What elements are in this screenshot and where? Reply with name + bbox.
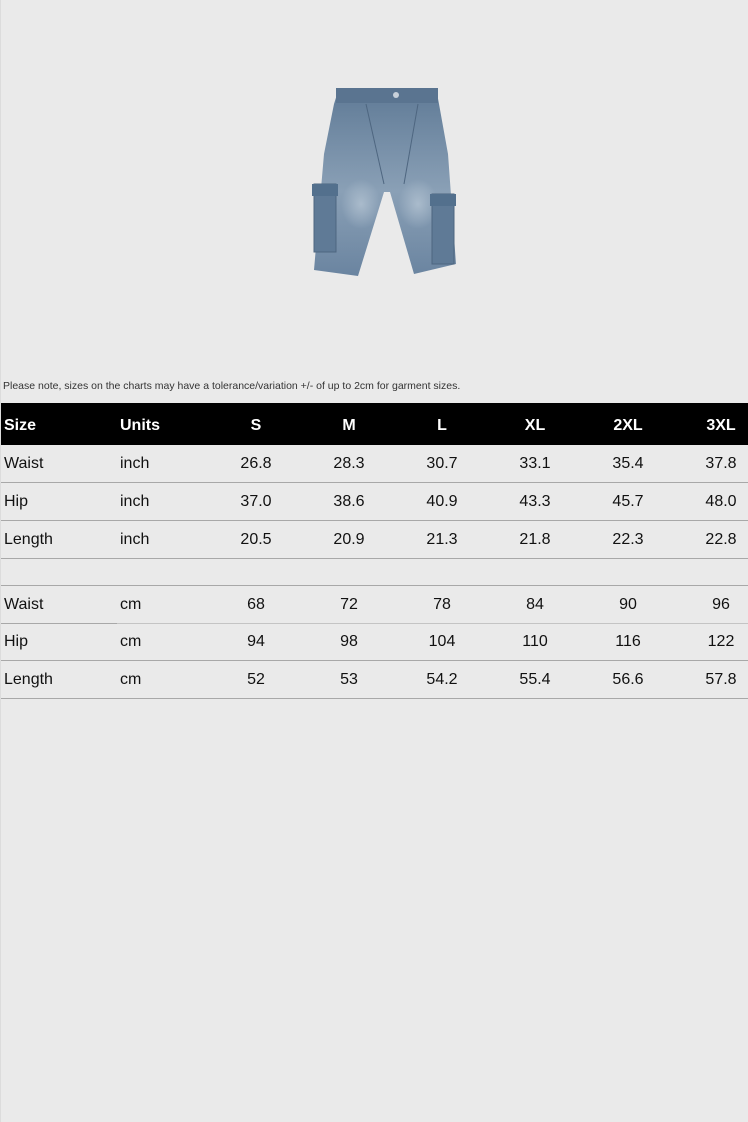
value-s: 52: [247, 670, 265, 688]
table-header-row: [1, 403, 748, 445]
value-m: 38.6: [333, 492, 365, 510]
value-3xl: 22.8: [705, 530, 737, 548]
product-image-denim-shorts: [306, 84, 464, 280]
header-xl: XL: [524, 417, 546, 434]
value-l: 54.2: [426, 670, 458, 688]
table-row-length-cm: [1, 661, 748, 699]
row-label: Hip: [4, 632, 29, 650]
value-xl: 43.3: [519, 492, 551, 510]
value-2xl: 116: [615, 632, 641, 650]
value-m: 53: [340, 670, 358, 688]
value-l: 78: [433, 595, 451, 613]
table-row-waist-inch: [1, 445, 748, 483]
size-chart-table: [1, 403, 748, 699]
value-xl: 84: [526, 595, 544, 613]
value-s: 94: [247, 632, 265, 650]
row-label: Waist: [4, 454, 44, 472]
table-row-hip-cm: [1, 623, 748, 661]
value-3xl: 48.0: [705, 492, 737, 510]
value-s: 20.5: [240, 530, 272, 548]
value-3xl: 96: [712, 595, 730, 613]
value-m: 20.9: [333, 530, 365, 548]
value-l: 30.7: [426, 454, 458, 472]
row-label: Hip: [4, 492, 29, 510]
header-2xl: 2XL: [613, 417, 643, 434]
row-label: Waist: [4, 595, 44, 613]
value-2xl: 22.3: [612, 530, 644, 548]
value-3xl: 37.8: [705, 454, 737, 472]
value-m: 28.3: [333, 454, 365, 472]
header-3xl: 3XL: [706, 417, 736, 434]
row-unit: inch: [120, 492, 150, 510]
header-l: L: [437, 417, 447, 434]
header-units: Units: [120, 417, 160, 434]
value-l: 40.9: [426, 492, 458, 510]
value-l: 21.3: [426, 530, 458, 548]
value-2xl: 90: [619, 595, 637, 613]
value-xl: 33.1: [519, 454, 551, 472]
value-s: 26.8: [240, 454, 272, 472]
value-s: 37.0: [240, 492, 272, 510]
tolerance-note: Please note, sizes on the charts may have a tolerance/variation +/- of up to 2cm for garment sizes.: [3, 380, 461, 392]
value-2xl: 45.7: [612, 492, 644, 510]
table-row-hip-inch: [1, 483, 748, 521]
value-2xl: 56.6: [612, 670, 644, 688]
row-unit: inch: [120, 530, 150, 548]
table-row-length-inch: [1, 521, 748, 559]
value-xl: 55.4: [519, 670, 551, 688]
value-m: 72: [340, 595, 358, 613]
row-unit: cm: [120, 632, 142, 650]
value-xl: 110: [522, 632, 548, 650]
header-size: Size: [4, 417, 37, 434]
value-3xl: 122: [707, 632, 735, 650]
row-label: Length: [4, 530, 53, 548]
row-unit: cm: [120, 670, 142, 688]
header-m: M: [342, 417, 356, 434]
value-l: 104: [428, 632, 456, 650]
table-row-waist-cm: [1, 586, 748, 623]
header-s: S: [250, 417, 262, 434]
value-m: 98: [340, 632, 358, 650]
table-spacer-row: [1, 559, 748, 586]
row-unit: inch: [120, 454, 150, 472]
row-unit: cm: [120, 595, 142, 613]
value-s: 68: [247, 595, 265, 613]
value-2xl: 35.4: [612, 454, 644, 472]
row-label: Length: [4, 670, 53, 688]
value-xl: 21.8: [519, 530, 551, 548]
value-3xl: 57.8: [705, 670, 737, 688]
